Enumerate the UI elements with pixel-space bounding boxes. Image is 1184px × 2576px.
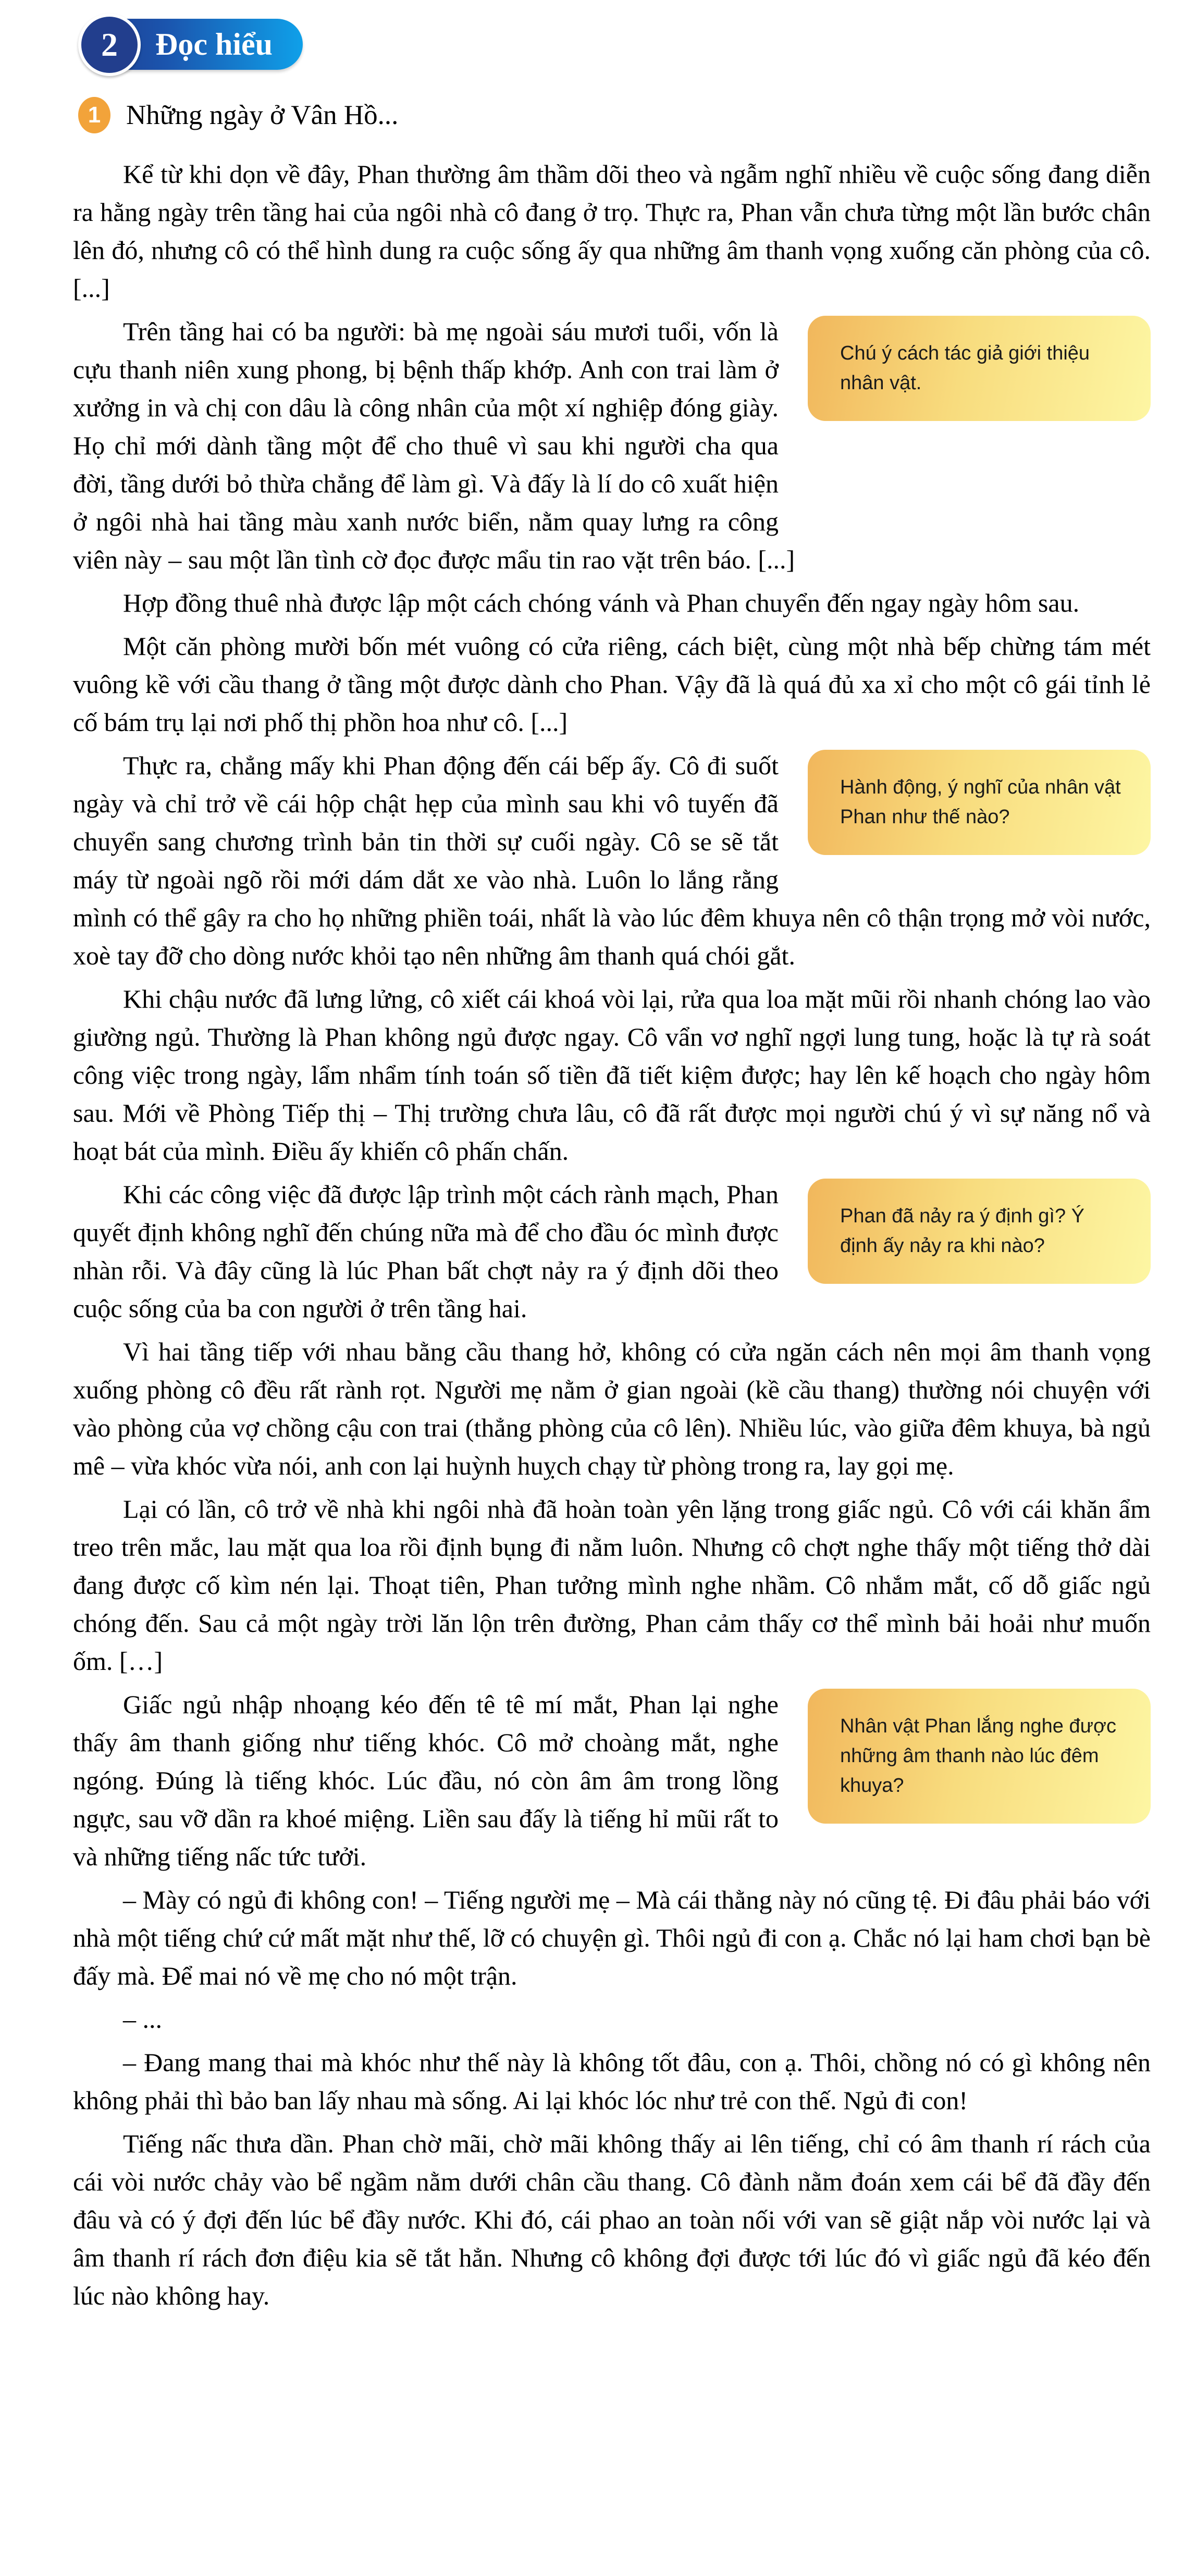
paragraph	[73, 1333, 1151, 1485]
section-number: 2	[101, 26, 118, 63]
section-badge	[83, 19, 303, 70]
paragraph-text: Kể từ khi dọn về đây, Phan thường âm thầm dõi theo và ngẫm nghĩ nhiều về cuộc sống đang diễn ra hằng ngày trên tầng hai của ngôi nhà cô đang ở trọ. Thực ra, Phan vẫn chưa từng một lần bước chân lên đó, nhưng cô có thể hình dung ra cuộc sống ấy qua những âm thanh vọng xuống căn phòng của cô. [...]	[73, 159, 1151, 303]
paragraph-text: Thực ra, chẳng mấy khi Phan động đến cái bếp ấy. Cô đi suốt ngày và chỉ trở về cái hộp chật hẹp của mình sau khi vô tuyến đã chuyển sang chương trình bản tin thời sự cuối ngày. Cô se sẽ tắt máy từ ngoài ngõ rồi mới dám dắt xe vào nhà. Luôn lo lắng rằng mình có thể gây ra cho họ những phiền toái, nhất là vào lúc đêm khuya nên cô thận trọng mở vòi nước, xoè tay đỡ cho dòng nước khỏi tạo nên những âm thanh quá chói gắt.	[73, 751, 1151, 970]
callout-text: Nhân vật Phan lắng nghe được những âm thanh nào lúc đêm khuya?	[840, 1715, 1116, 1797]
paragraph	[73, 747, 1151, 975]
callout-text: Chú ý cách tác giả giới thiệu nhân vật.	[840, 342, 1090, 394]
item-title: Những ngày ở Vân Hồ...	[126, 100, 399, 130]
paragraph-text: – Mày có ngủ đi không con! – Tiếng người mẹ – Mà cái thằng này nó cũng tệ. Đi đâu phải báo với nhà một tiếng chứ cứ mất mặt như thế, lỡ có chuyện gì. Thôi ngủ đi con ạ. Chắc nó lại ham chơi bạn bè đấy mà. Để mai nó về mẹ cho nó một trận.	[73, 1885, 1151, 1990]
callout-text: Hành động, ý nghĩ của nhân vật Phan như thế nào?	[840, 776, 1121, 828]
paragraph-text: Lại có lần, cô trở về nhà khi ngôi nhà đã hoàn toàn yên lặng trong giấc ngủ. Cô với cái khăn ẩm treo trên mắc, lau mặt qua loa rồi định bụng đi nằm luôn. Nhưng cô chợt nghe thấy một tiếng thở dài đang được cố kìm nén lại. Thoạt tiên, Phan tưởng mình nghe nhầm. Cô nhắm mắt, cố dỗ giấc ngủ chóng đến. Sau cả một ngày trời lăn lộn trên đường, Phan cảm thấy cơ thể mình bải hoải như muốn ốm. […]	[73, 1494, 1151, 1676]
callout-box	[808, 750, 1151, 855]
paragraph	[73, 155, 1151, 307]
callout-box	[808, 1689, 1151, 1824]
paragraph	[73, 2044, 1151, 2120]
paragraph	[73, 1686, 1151, 1876]
item-number: 1	[88, 102, 101, 128]
callout-text: Phan đã nảy ra ý định gì? Ý định ấy nảy ra khi nào?	[840, 1205, 1084, 1257]
paragraph	[73, 313, 1151, 579]
paragraph	[73, 584, 1151, 622]
item-number-badge	[78, 97, 110, 133]
paragraph-text: Một căn phòng mười bốn mét vuông có cửa riêng, cách biệt, cùng một nhà bếp chừng tám mét vuông kề với cầu thang ở tầng một được dành cho Phan. Vậy đã là quá đủ xa xỉ cho một cô gái tỉnh lẻ cố bám trụ lại nơi phố thị phồn hoa như cô. [...]	[73, 631, 1151, 737]
paragraph-text: Tiếng nấc thưa dần. Phan chờ mãi, chờ mãi không thấy ai lên tiếng, chỉ có âm thanh rí rách của cái vòi nước chảy vào bể ngầm nằm dưới chân cầu thang. Cô đành nằm đoán xem cái bể đã đầy đến đâu và có ý đợi đến lúc bể đầy nước. Khi đó, cái phao an toàn nối với van sẽ giật nắp vòi nước lại và âm thanh rí rách đơn điệu kia sẽ tắt hẳn. Nhưng cô không đợi được tới lúc đó vì giấc ngủ đã kéo đến lúc nào không hay.	[73, 2129, 1151, 2310]
paragraph-text: Trên tầng hai có ba người: bà mẹ ngoài sáu mươi tuổi, vốn là cựu thanh niên xung phong, bị bệnh thấp khớp. Anh con trai làm ở xưởng in và chị con dâu là công nhân của một xí nghiệp đóng giày. Họ chỉ mới dành tầng một để cho thuê vì sau khi người cha qua đời, tầng dưới bỏ thừa chẳng để làm gì. Và đấy là lí do cô xuất hiện ở ngôi nhà hai tầng màu xanh nước biển, nằm quay lưng ra công viên này – sau một lần tình cờ đọc được mẩu tin rao vặt trên báo. [...]	[73, 317, 795, 574]
reading-text	[73, 155, 1151, 2315]
paragraph-text: Khi các công việc đã được lập trình một cách rành mạch, Phan quyết định không nghĩ đến chúng nữa mà để cho đầu óc mình được nhàn rỗi. Và đây cũng là lúc Phan bất chợt nảy ra ý định dõi theo cuộc sống của ba con người ở trên tầng hai.	[73, 1180, 779, 1323]
paragraph	[73, 2000, 1151, 2038]
paragraph-text: – ...	[123, 2004, 162, 2034]
paragraph	[73, 2125, 1151, 2315]
paragraph	[73, 1881, 1151, 1995]
callout-box	[808, 316, 1151, 421]
paragraph	[73, 980, 1151, 1170]
paragraph	[73, 1490, 1151, 1680]
item-heading	[78, 97, 1184, 133]
paragraph-text: Khi chậu nước đã lưng lửng, cô xiết cái khoá vòi lại, rửa qua loa mặt mũi rồi nhanh chóng lao vào giường ngủ. Thường là Phan không ngủ được ngay. Cô vẩn vơ nghĩ ngợi lung tung, hoặc là tự rà soát công việc trong ngày, lẩm nhẩm tính toán số tiền đã tiết kiệm được; hay lên kế hoạch cho ngày hôm sau. Mới về Phòng Tiếp thị – Thị trường chưa lâu, cô đã rất được mọi người chú ý vì sự năng nổ và hoạt bát của mình. Điều ấy khiến cô phấn chấn.	[73, 984, 1151, 1166]
paragraph-text: Vì hai tầng tiếp với nhau bằng cầu thang hở, không có cửa ngăn cách nên mọi âm thanh vọng xuống phòng cô đều rất rành rọt. Người mẹ nằm ở gian ngoài (kề cầu thang) thường nói chuyện với vào phòng của vợ chồng cậu con trai (thẳng phòng của cô lên). Nhiều lúc, vào giữa đêm khuya, bà ngủ mê – vừa khóc vừa nói, anh con lại huỳnh huỵch chạy từ phòng trong ra, lay gọi mẹ.	[73, 1337, 1151, 1480]
section-number-badge	[78, 14, 141, 76]
paragraph-text: – Đang mang thai mà khóc như thế này là không tốt đâu, con ạ. Thôi, chồng nó có gì không nên không phải thì bảo ban lấy nhau mà sống. Ai lại khóc lóc như trẻ con thế. Ngủ đi con!	[73, 2048, 1151, 2115]
paragraph-text: Giấc ngủ nhập nhoạng kéo đến tê tê mí mắt, Phan lại nghe thấy âm thanh giống như tiếng khóc. Cô mở choàng mắt, nghe ngóng. Đúng là tiếng khóc. Lúc đầu, nó còn âm âm trong lồng ngực, sau vỡ dần ra khoé miệng. Liền sau đấy là tiếng hỉ mũi rất to và những tiếng nấc tức tưởi.	[73, 1690, 779, 1871]
section-title: Đọc hiểu	[155, 27, 273, 61]
paragraph	[73, 627, 1151, 741]
paragraph	[73, 1175, 1151, 1328]
paragraph-text: Hợp đồng thuê nhà được lập một cách chóng vánh và Phan chuyển đến ngay ngày hôm sau.	[123, 588, 1080, 617]
callout-box	[808, 1179, 1151, 1284]
